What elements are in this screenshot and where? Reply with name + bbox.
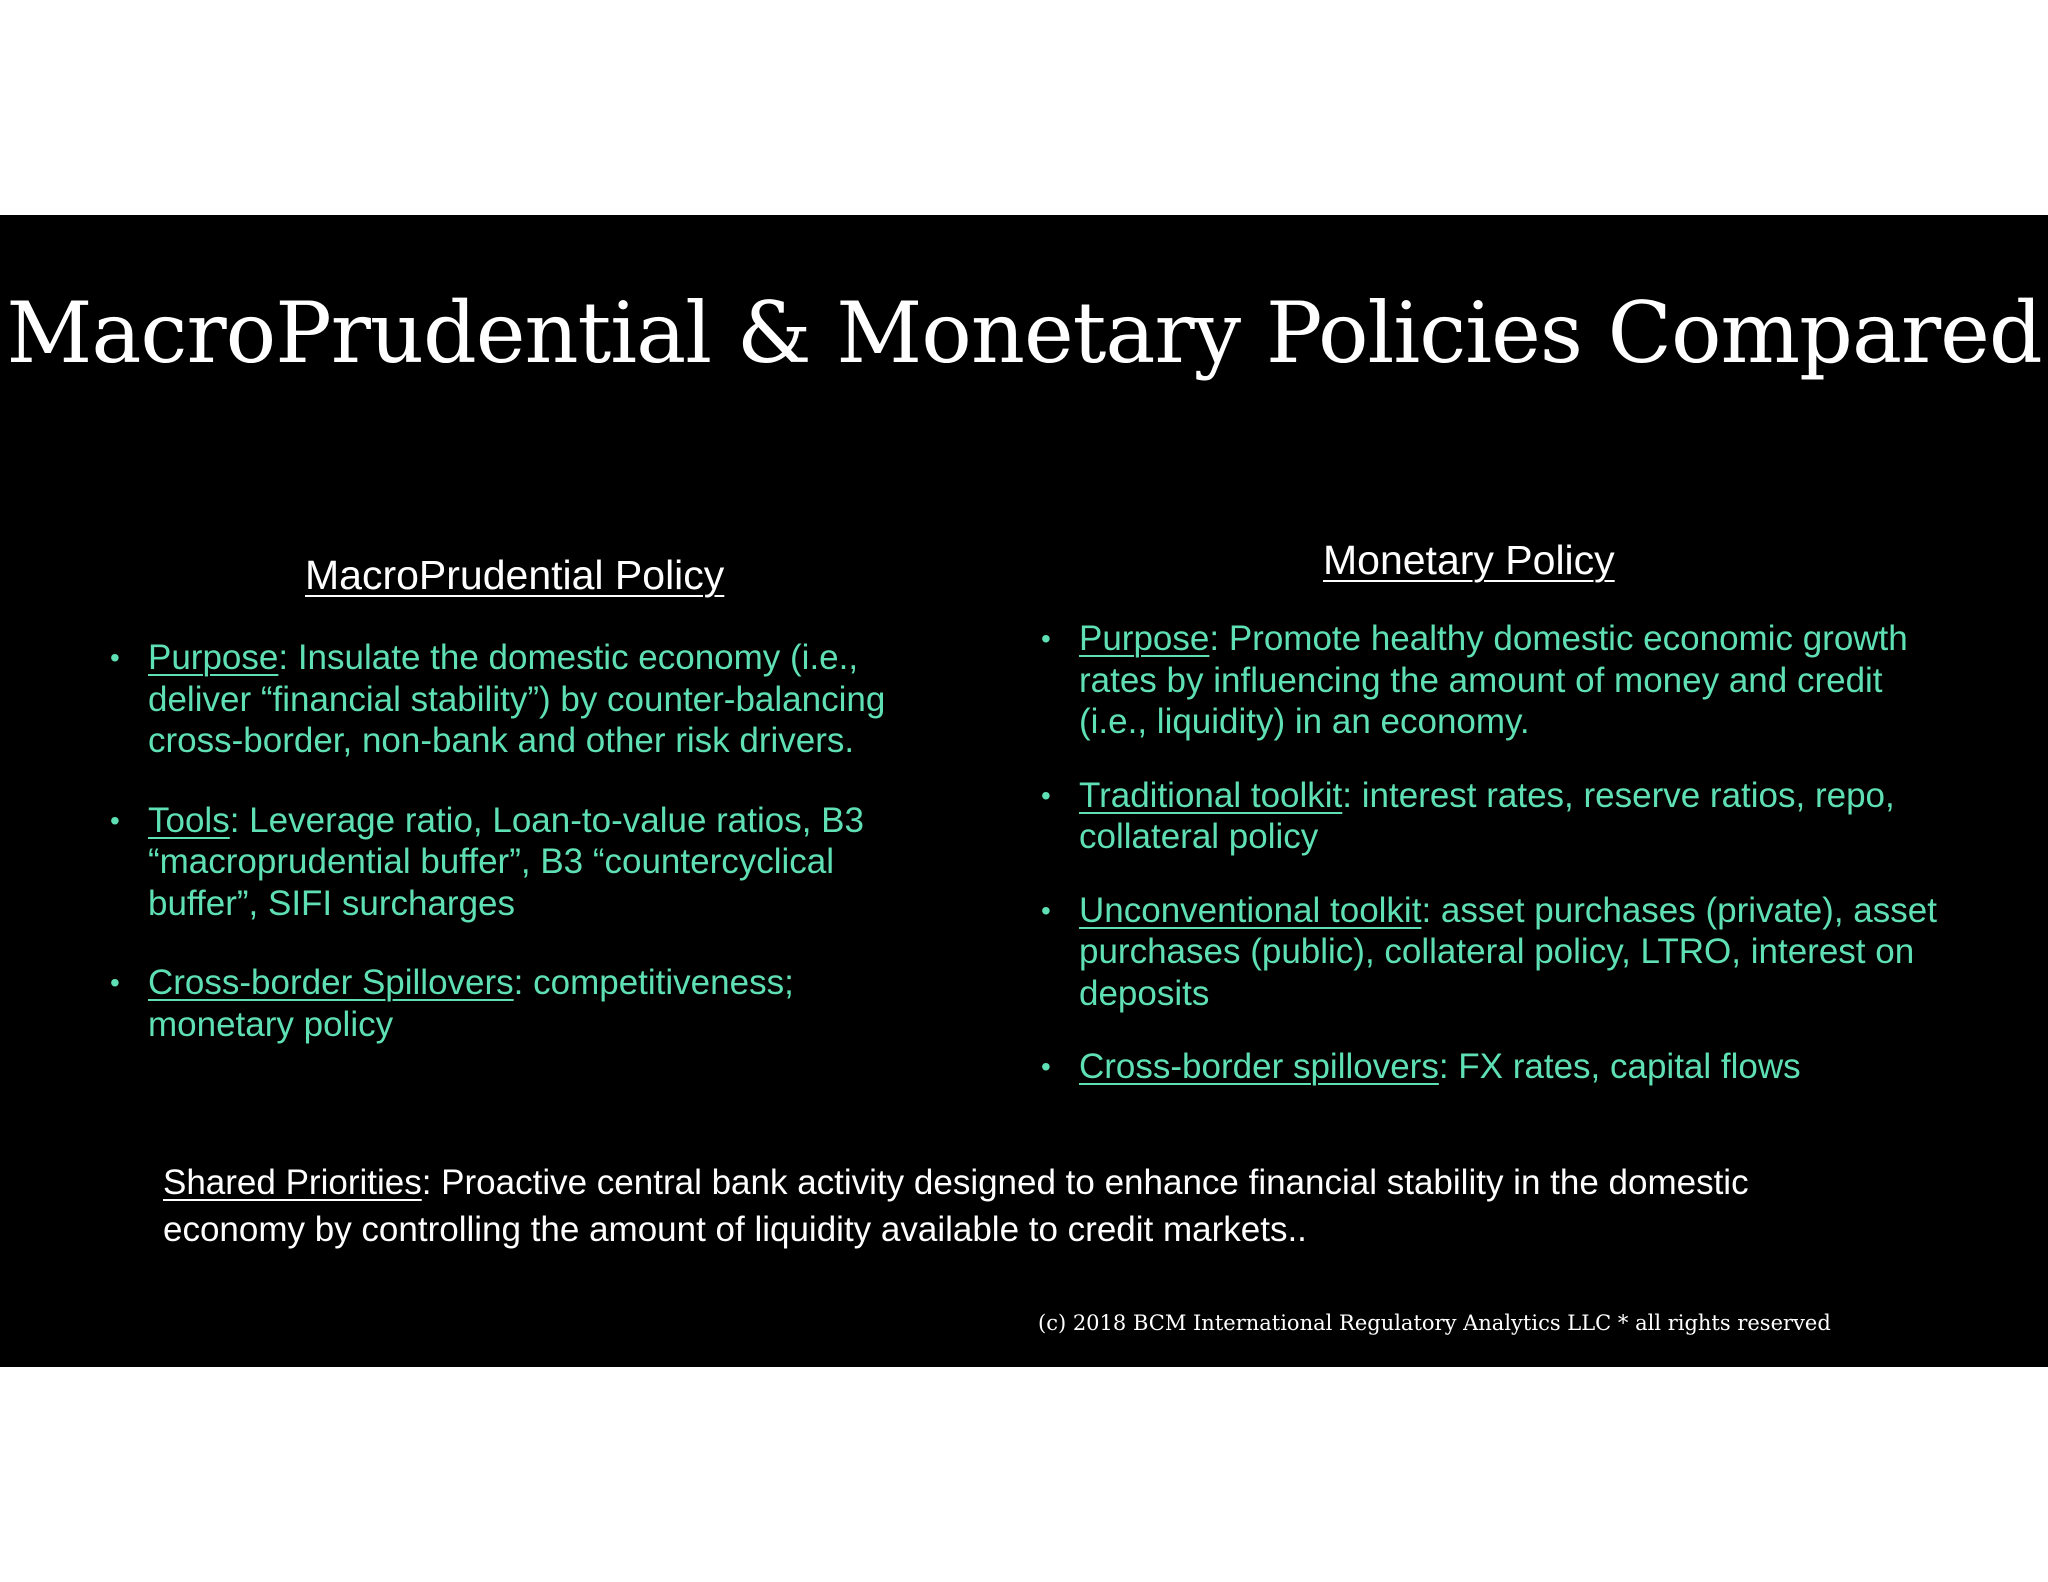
slide-title: MacroPrudential & Monetary Policies Compared: [6, 284, 2042, 382]
slide: [0, 215, 2048, 1367]
bullet-dot: •: [110, 804, 120, 836]
shared-priorities-key: Shared Priorities: [163, 1163, 422, 1202]
left-bullet-list: [110, 637, 930, 1045]
bullet-key: Unconventional toolkit: [1079, 890, 1422, 930]
bullet-key: Purpose: [148, 638, 279, 677]
bullet-dot: •: [1041, 623, 1051, 654]
right-bullet-list: [1041, 618, 1941, 1088]
bullet-dot: •: [110, 967, 120, 998]
bullet-text: : FX rates, capital flows: [1438, 1047, 1801, 1086]
bullet-key: Cross-border Spillovers: [148, 963, 514, 1002]
bullet-text: : asset purchases (private), asset purchases (public), collateral policy, LTRO, interest on deposits: [1079, 890, 1937, 1013]
copyright-notice: (c) 2018 BCM International Regulatory Analytics LLC * all rights reserved: [1038, 1311, 1831, 1335]
bullet-text: : interest rates, reserve ratios, repo, collateral policy: [1079, 775, 1895, 856]
left-bullet-spillovers: [110, 962, 930, 1045]
bullet-key: Traditional toolkit: [1079, 775, 1343, 815]
shared-priorities-text: : Proactive central bank activity designed to enhance financial stability in the domestic economy by controlling the amount of liquidity available to credit markets..: [163, 1163, 1749, 1249]
bullet-dot: •: [110, 642, 120, 673]
left-bullet-purpose: [110, 637, 930, 762]
left-bullet-tools: [110, 800, 930, 925]
shared-priorities: [163, 1159, 1843, 1253]
bullet-text: : Promote healthy domestic economic growth rates by influencing the amount of money and credit (i.e., liquidity) in an economy.: [1079, 619, 1908, 741]
right-column-heading: Monetary Policy: [1323, 537, 1615, 583]
bullet-dot: •: [1041, 779, 1051, 811]
right-bullet-purpose: [1041, 618, 1941, 743]
bullet-key: Tools: [148, 800, 230, 840]
right-bullet-unconventional-toolkit: [1041, 890, 1941, 1015]
right-bullet-traditional-toolkit: [1041, 775, 1941, 858]
left-column-heading: MacroPrudential Policy: [305, 552, 725, 598]
bullet-dot: •: [1041, 894, 1051, 926]
right-bullet-spillovers: [1041, 1046, 1941, 1088]
bullet-text: : competitiveness; monetary policy: [148, 963, 794, 1044]
bullet-text: : Insulate the domestic economy (i.e., deliver “financial stability”) by counter-balancing cross-border, non-bank and other risk drivers.: [148, 638, 886, 760]
bullet-key: Purpose: [1079, 619, 1210, 658]
bullet-text: : Leverage ratio, Loan-to-value ratios, B3 “macroprudential buffer”, B3 “countercyclical buffer”, SIFI surcharges: [148, 800, 864, 923]
bullet-key: Cross-border spillovers: [1079, 1047, 1439, 1086]
bullet-dot: •: [1041, 1051, 1051, 1082]
